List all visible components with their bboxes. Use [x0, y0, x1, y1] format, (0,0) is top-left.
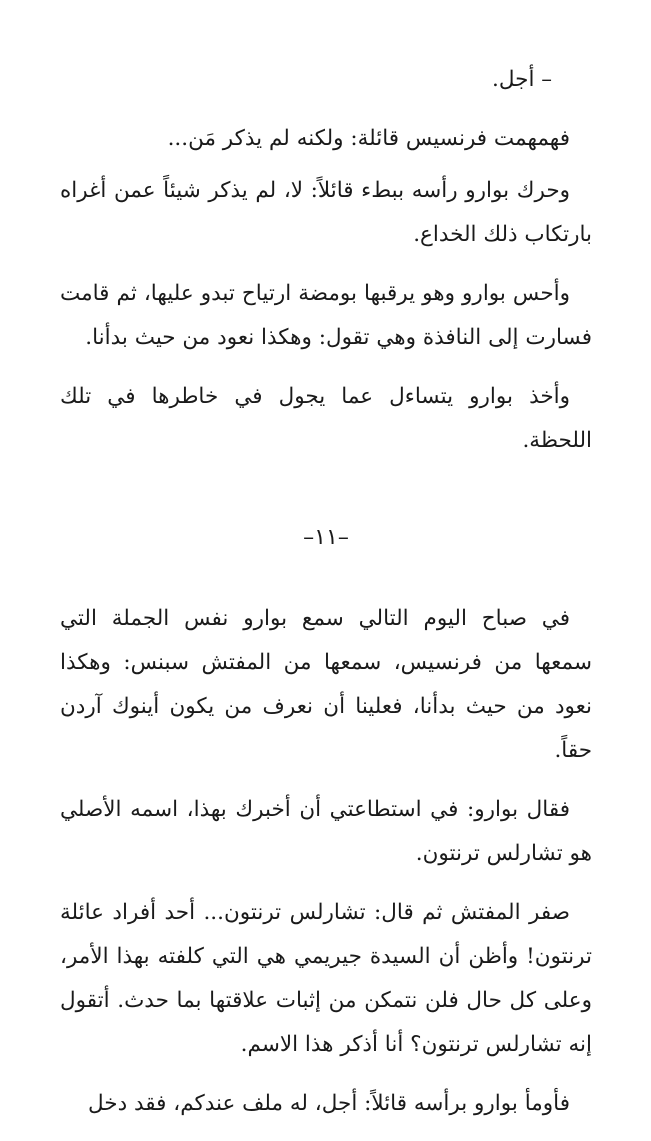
paragraph-poirot-shakes-head: وحرك بوارو رأسه ببطء قائلاً: لا، لم يذكر شيئاً عمن أغراه بارتكاب ذلك الخداع. [60, 178, 592, 247]
paragraph-next-morning: في صباح اليوم التالي سمع بوارو نفس الجملة التي سمعها من فرنسيس، سمعها من المفتش سبنس: وهكذا نعود من حيث بدأنا، فعلينا أن نعرف من يكون أينوك آردن حقاً. [60, 606, 592, 763]
paragraph-real-name: فقال بوارو: في استطاعتي أن أخبرك بهذا، اسمه الأصلي هو تشارلس ترنتون. [60, 797, 592, 866]
paragraph-poirot-wonders: وأخذ بوارو يتساءل عما يجول في خاطرها في تلك اللحظة. [60, 384, 592, 453]
paragraph-frances-murmur: فهمهمت فرنسيس قائلة: ولكنه لم يذكر مَن... [167, 126, 570, 151]
paragraph-dialogue-yes: – أجل. [492, 67, 552, 92]
book-page [60, 58, 592, 1141]
paragraph-poirot-nods: فأومأ بوارو برأسه قائلاً: أجل، له ملف عندكم، فقد دخل [88, 1091, 570, 1116]
paragraph-inspector-whistles: صفر المفتش ثم قال: تشارلس ترنتون... أحد أفراد عائلة ترنتون! وأظن أن السيدة جيريمي هي التي كلفته بهذا الأمر، وعلى كل حال فلن نتمكن من إثبات علاقتها بما حدث. أتقول إنه تشارلس ترنتون؟ أنا أذكر هذا الاسم. [60, 900, 592, 1057]
chapter-heading: –١١– [303, 525, 349, 550]
paragraph-relief: وأحس بوارو وهو يرقبها بومضة ارتياح تبدو عليها، ثم قامت فسارت إلى النافذة وهي تقول: وهكذا نعود من حيث بدأنا. [60, 281, 592, 350]
